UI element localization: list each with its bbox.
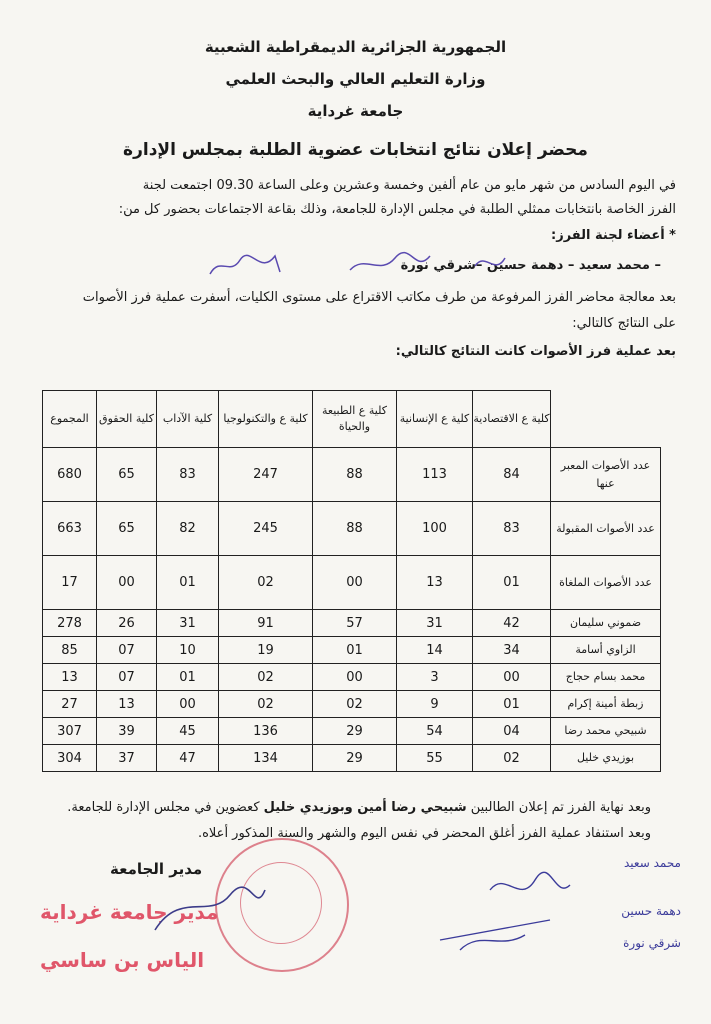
table-cell: 17 <box>43 556 97 610</box>
table-cell: 01 <box>157 556 219 610</box>
row-label: محمد بسام حجاج <box>551 664 661 691</box>
results-table <box>42 390 661 772</box>
table-cell: 307 <box>43 718 97 745</box>
table-cell: 55 <box>397 745 473 772</box>
table-row <box>43 745 661 772</box>
stamp-director-title: مدير جامعة غرداية <box>40 900 219 924</box>
table-cell: 136 <box>219 718 313 745</box>
table-row <box>43 556 661 610</box>
elected-names: شبيحي رضا أمين وبوزيدي خليل <box>263 800 467 815</box>
table-cell: 245 <box>219 502 313 556</box>
director-signature <box>150 880 270 940</box>
handwritten-name-3: شرقي نورة <box>623 936 681 950</box>
results-heading: بعد عملية فرز الأصوات كانت النتائج كالتالي: <box>395 344 676 359</box>
handwritten-name-1: محمد سعيد <box>624 856 681 870</box>
conclusion-suffix: كعضوين في مجلس الإدارة للجامعة. <box>67 800 264 815</box>
handwritten-name-2: دهمة حسين <box>621 904 681 918</box>
row-label: عدد الأصوات المعبر عنها <box>551 448 661 502</box>
table-cell: 57 <box>313 610 397 637</box>
table-cell: 42 <box>473 610 551 637</box>
table-cell: 29 <box>313 745 397 772</box>
committee-members: – محمد سعيد – دهمة حسين –شرقي نورة <box>400 258 661 273</box>
table-cell: 26 <box>97 610 157 637</box>
table-cell: 02 <box>219 556 313 610</box>
conclusion-prefix: وبعد نهاية الفرز تم إعلان الطالبين <box>466 800 651 815</box>
table-cell: 02 <box>313 691 397 718</box>
table-cell: 39 <box>97 718 157 745</box>
table-cell: 84 <box>473 448 551 502</box>
table-cell: 88 <box>313 448 397 502</box>
table-cell: 88 <box>313 502 397 556</box>
row-label: بوزيدي خليل <box>551 745 661 772</box>
table-cell: 02 <box>473 745 551 772</box>
table-cell: 02 <box>219 664 313 691</box>
ministry-header: وزارة التعليم العالي والبحث العلمي <box>225 70 486 88</box>
table-cell: 83 <box>473 502 551 556</box>
table-row <box>43 718 661 745</box>
table-cell: 278 <box>43 610 97 637</box>
table-cell: 00 <box>473 664 551 691</box>
table-cell: 00 <box>97 556 157 610</box>
column-header: كلية الآداب <box>157 391 219 448</box>
table-cell: 01 <box>157 664 219 691</box>
table-cell: 07 <box>97 637 157 664</box>
table-row <box>43 448 661 502</box>
table-cell: 247 <box>219 448 313 502</box>
table-row <box>43 664 661 691</box>
intro-line-1: في اليوم السادس من شهر مايو من عام ألفين وخمسة وعشرين وعلى الساعة 09.30 اجتمعت لجنة <box>142 178 676 193</box>
table-cell: 113 <box>397 448 473 502</box>
table-cell: 31 <box>157 610 219 637</box>
table-cell: 10 <box>157 637 219 664</box>
table-row <box>43 610 661 637</box>
table-cell: 54 <box>397 718 473 745</box>
committee-signatures <box>200 246 530 286</box>
table-cell: 680 <box>43 448 97 502</box>
table-cell: 01 <box>473 556 551 610</box>
table-cell: 13 <box>397 556 473 610</box>
table-cell: 00 <box>313 664 397 691</box>
table-cell: 100 <box>397 502 473 556</box>
table-cell: 01 <box>473 691 551 718</box>
table-cell: 82 <box>157 502 219 556</box>
table-corner-cell <box>551 391 661 448</box>
table-cell: 14 <box>397 637 473 664</box>
stamp-director-name: الياس بن ساسي <box>40 948 205 972</box>
table-header-row <box>43 391 661 448</box>
table-cell: 00 <box>313 556 397 610</box>
table-row <box>43 691 661 718</box>
republic-header: الجمهورية الجزائرية الديمقراطية الشعبية <box>204 38 507 56</box>
column-header: كلية ع الإنسانية <box>397 391 473 448</box>
conclusion-line <box>40 800 651 815</box>
committee-heading: * أعضاء لجنة الفرز: <box>551 228 676 243</box>
table-cell: 04 <box>473 718 551 745</box>
table-cell: 91 <box>219 610 313 637</box>
university-header: جامعة غرداية <box>307 102 404 120</box>
table-cell: 01 <box>313 637 397 664</box>
table-cell: 83 <box>157 448 219 502</box>
table-cell: 45 <box>157 718 219 745</box>
processing-line-2: على النتائج كالتالي: <box>572 316 676 331</box>
row-label: الزاوي أسامة <box>551 637 661 664</box>
closing-line: وبعد استنفاد عملية الفرز أغلق المحضر في نفس اليوم والشهر والسنة المذكور أعلاه. <box>197 826 651 841</box>
table-row <box>43 637 661 664</box>
column-header: كلية ع الاقتصادية <box>473 391 551 448</box>
column-header: المجموع <box>43 391 97 448</box>
director-label: مدير الجامعة <box>110 860 203 878</box>
table-cell: 31 <box>397 610 473 637</box>
row-label: زبطة أمينة إكرام <box>551 691 661 718</box>
column-header: كلية الحقوق <box>97 391 157 448</box>
table-cell: 85 <box>43 637 97 664</box>
table-cell: 65 <box>97 502 157 556</box>
document-title: محضر إعلان نتائج انتخابات عضوية الطلبة بمجلس الإدارة <box>123 140 588 160</box>
row-label: عدد الأصوات المقبولة <box>551 502 661 556</box>
table-cell: 29 <box>313 718 397 745</box>
row-label: عدد الأصوات الملغاة <box>551 556 661 610</box>
table-cell: 27 <box>43 691 97 718</box>
table-cell: 47 <box>157 745 219 772</box>
column-header: كلية ع والتكنولوجيا <box>219 391 313 448</box>
table-cell: 00 <box>157 691 219 718</box>
table-cell: 9 <box>397 691 473 718</box>
table-cell: 134 <box>219 745 313 772</box>
table-cell: 07 <box>97 664 157 691</box>
table-row <box>43 502 661 556</box>
table-cell: 02 <box>219 691 313 718</box>
table-cell: 34 <box>473 637 551 664</box>
table-cell: 13 <box>43 664 97 691</box>
column-header: كلية ع الطبيعة والحياة <box>313 391 397 448</box>
table-cell: 19 <box>219 637 313 664</box>
table-cell: 13 <box>97 691 157 718</box>
table-cell: 663 <box>43 502 97 556</box>
table-cell: 3 <box>397 664 473 691</box>
processing-line-1: بعد معالجة محاضر الفرز المرفوعة من طرف مكاتب الاقتراع على مستوى الكليات، أسفرت عملية فرز الأصوات <box>82 290 676 305</box>
table-cell: 304 <box>43 745 97 772</box>
intro-line-2: الفرز الخاصة بانتخابات ممثلي الطلبة في مجلس الإدارة للجامعة، وذلك بقاعة الاجتماعات بحضور كل من: <box>118 202 676 217</box>
row-label: ضموني سليمان <box>551 610 661 637</box>
table-cell: 37 <box>97 745 157 772</box>
table-cell: 65 <box>97 448 157 502</box>
row-label: شبيحي محمد رضا <box>551 718 661 745</box>
